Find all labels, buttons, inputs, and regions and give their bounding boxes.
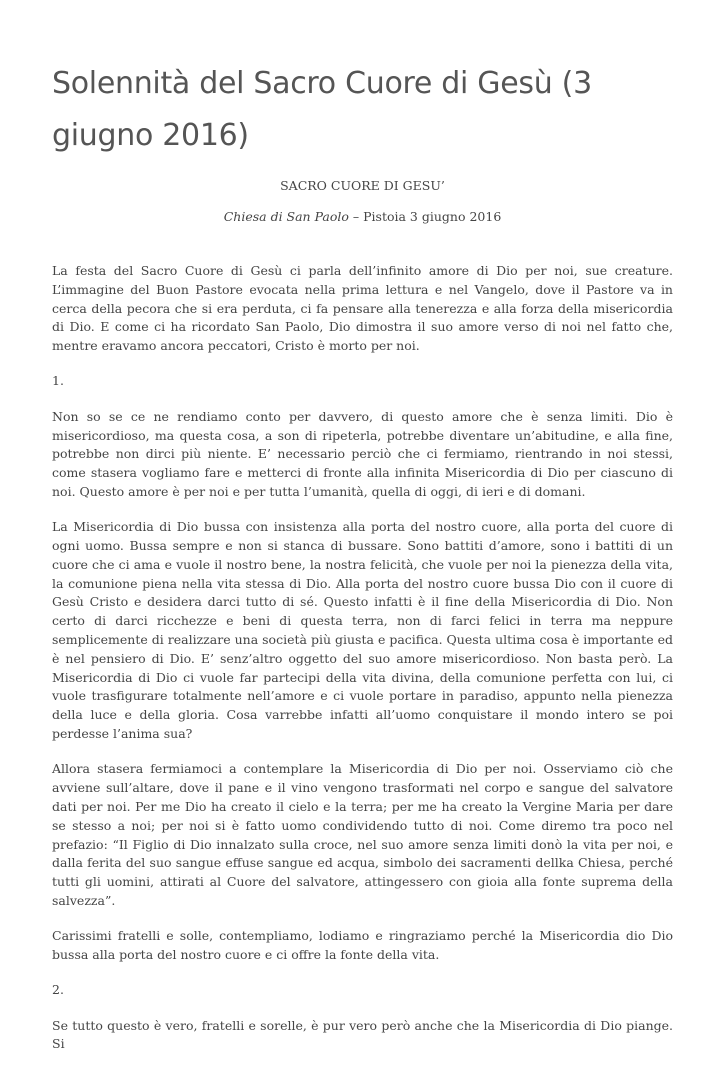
article-body xyxy=(52,262,673,1054)
page-title: Solennità del Sacro Cuore di Gesù (3 giugno 2016) xyxy=(52,66,592,153)
paragraph-3: La Misericordia di Dio bussa con insistenza alla porta del nostro cuore, alla porta del cuore di ogni uomo. Bussa sempre e non si stanca di bussare. Sono battiti d’amore, sono i battiti di un cuore che ci ama e vuole il nostro bene, la nostra felicità, che vuole per noi la pienezza della vita, la comunione piena nella vita stessa di Dio. Alla porta del nostro cuore bussa Dio con il cuore di Gesù Cristo e desidera darci tutto di sé. Questo infatti è il fine della Misericordia di Dio. Non certo di darci ricchezze e beni di questa terra, non di farci felici in terra ma neppure semplicemente di realizzare una società più giusta e pacifica. Questa ultima cosa è importante ed è nel pensiero di Dio. E’ senz’altro oggetto del suo amore misericordioso. Non basta però. La Misericordia di Dio ci vuole far partecipi della vita divina, della comunione perfetta con lui, ci vuole trasfigurare totalmente nell’amore e ci vuole portare in paradiso, appunto nella pienezza della luce e della gloria. Cosa varrebbe infatti all’uomo conquistare il mondo intero se poi perdesse l’anima sua? xyxy=(52,519,673,742)
section-number-1: 1. xyxy=(52,373,64,389)
article-location xyxy=(52,209,673,224)
article xyxy=(52,58,673,1071)
section-number-2: 2. xyxy=(52,982,64,998)
paragraph-2: Non so se ce ne rendiamo conto per davvero, di questo amore che è senza limiti. Dio è misericordioso, ma questa cosa, a son di ripeterla, potrebbe diventare un’abitudine, e alla fine, potrebbe non dirci più niente. E’ necessario perciò che ci fermiamo, rientrando in noi stessi, come stasera vogliamo fare e metterci di fronte alla infinita Misericordia di Dio per ciascuno di noi. Questo amore è per noi e per tutta l’umanità, quella di oggi, di ieri e di domani. xyxy=(52,408,673,499)
location-date: – Pistoia 3 giugno 2016 xyxy=(348,209,502,224)
paragraph-5: Carissimi fratelli e solle, contempliamo, lodiamo e ringraziamo perché la Misericordia dio Dio bussa alla porta del nostro cuore e ci offre la fonte della vita. xyxy=(52,928,673,962)
article-subtitle: SACRO CUORE DI GESU’ xyxy=(280,178,445,193)
location-place: Chiesa di San Paolo xyxy=(223,209,349,224)
paragraph-intro: La festa del Sacro Cuore di Gesù ci parla dell’infinito amore di Dio per noi, sue creature. L’immagine del Buon Pastore evocata nella prima lettura e nel Vangelo, dove il Pastore va in cerca della pecora che si era perduta, ci fa pensare alla tenerezza e alla forza della misericordia di Dio. E come ci ha ricordato San Paolo, Dio dimostra il suo amore verso di noi nel fatto che, mentre eravamo ancora peccatori, Cristo è morto per noi. xyxy=(52,263,673,354)
paragraph-4: Allora stasera fermiamoci a contemplare la Misericordia di Dio per noi. Osserviamo ciò che avviene sull’altare, dove il pane e il vino vengono trasformati nel corpo e sangue del salvatore dati per noi. Per me Dio ha creato il cielo e la terra; per me ha creato la Vergine Maria per dare se stesso a noi; per noi si è fatto uomo condividendo tutto di noi. Come diremo tra poco nel prefazio: “Il Figlio di Dio innalzato sulla croce, nel suo amore senza limiti donò la vita per noi, e dalla ferita del suo sangue effuse sangue ed acqua, simbolo dei sacramenti dellka Chiesa, perché tutti gli uomini, attirati al Cuore del salvatore, attingessero con gioia alla fonte suprema della salvezza”. xyxy=(52,761,673,908)
paragraph-6: Se tutto questo è vero, fratelli e sorelle, è pur vero però anche che la Misericordia di Dio piange. Si xyxy=(52,1017,673,1052)
